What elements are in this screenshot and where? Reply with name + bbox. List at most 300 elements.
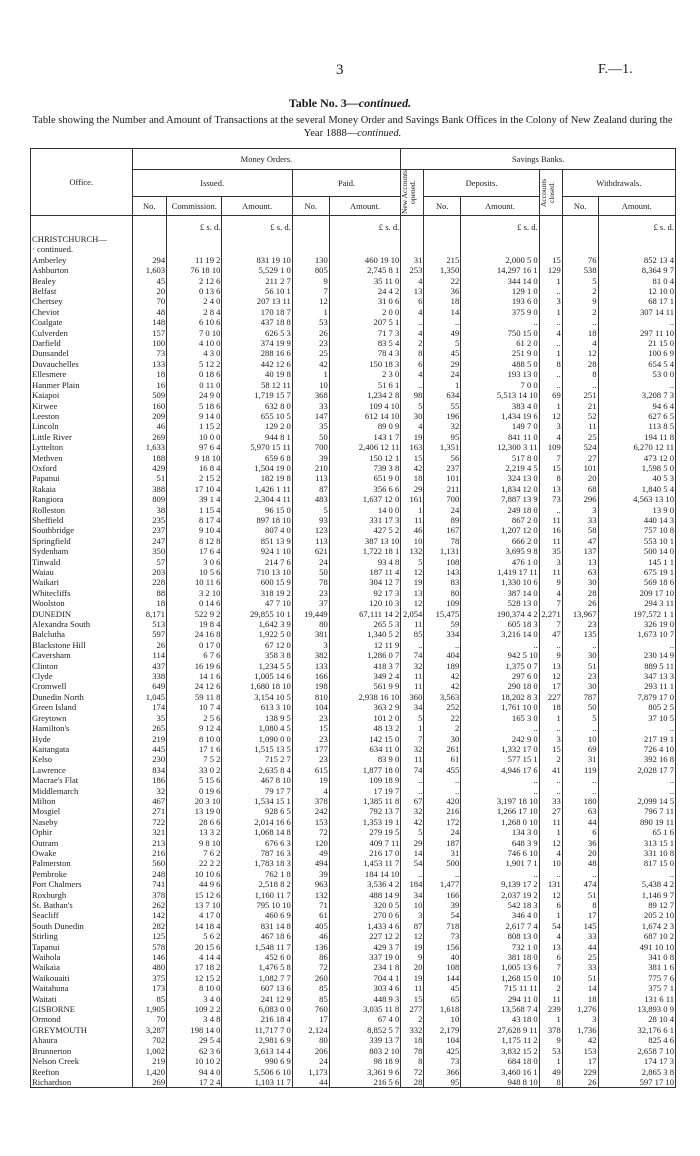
value-cell: 11 (539, 567, 562, 577)
value-cell: .. (539, 317, 562, 327)
value-cell: 24 (424, 369, 461, 379)
value-cell: 13 (401, 286, 424, 296)
value-cell: 392 16 8 (598, 754, 675, 764)
value-cell: 182 19 8 (222, 473, 292, 483)
value-cell: 214 7 6 (222, 557, 292, 567)
value-cell: 8,171 (132, 609, 167, 619)
value-cell: 97 6 4 (167, 442, 222, 452)
value-cell: 109 4 10 (329, 401, 401, 411)
table-row (31, 1056, 676, 1066)
value-cell: 190,374 4 2 (461, 609, 539, 619)
value-cell: 10 0 0 (167, 432, 222, 442)
value-cell: 59 11 8 (167, 692, 222, 702)
value-cell: 25 (562, 952, 598, 962)
value-cell: 1 (539, 307, 562, 317)
value-cell: 19,449 (292, 609, 329, 619)
table-row (31, 702, 676, 712)
value-cell: 98 18 9 (329, 1056, 401, 1066)
value-cell: 156 (424, 942, 461, 952)
value-cell: 6 (401, 296, 424, 306)
office-cell: St. Bathan's (31, 900, 133, 910)
office-cell: Palmerston (31, 858, 133, 868)
value-cell: 269 (132, 432, 167, 442)
value-cell: 6,083 0 0 (222, 1004, 292, 1014)
value-cell: 700 (424, 494, 461, 504)
value-cell: 2 15 2 (167, 473, 222, 483)
value-cell: 1 (539, 348, 562, 358)
value-cell: 290 18 0 (461, 681, 539, 691)
table-row (31, 723, 676, 733)
value-cell: 22 (424, 276, 461, 286)
value-cell: 13,967 (562, 609, 598, 619)
value-cell: 14 18 4 (167, 921, 222, 931)
value-cell: 6 7 6 (167, 650, 222, 660)
value-cell: 14 0 0 (329, 505, 401, 515)
value-cell: 24 4 2 (329, 286, 401, 296)
value-cell: 10 10 6 (167, 869, 222, 879)
table-row (31, 1014, 676, 1024)
value-cell: 52 (562, 411, 598, 421)
value-cell: 101 (562, 463, 598, 473)
value-cell: 9 14 0 (167, 411, 222, 421)
value-cell: 131 6 11 (598, 994, 675, 1004)
office-cell: Springfield (31, 536, 133, 546)
value-cell: 1 15 2 (167, 421, 222, 431)
value-cell: 136 (292, 942, 329, 952)
value-cell: 39 (424, 900, 461, 910)
value-cell: 10 (424, 1014, 461, 1024)
money-orders-header: Money Orders. (132, 149, 401, 170)
value-cell: 1,453 11 7 (329, 858, 401, 868)
value-cell: 39 (292, 869, 329, 879)
value-cell: 61 2 0 (461, 338, 539, 348)
value-cell: 8 17 4 (167, 515, 222, 525)
office-cell: DUNEDIN (31, 609, 133, 619)
table-row (31, 265, 676, 275)
value-cell: 209 (132, 411, 167, 421)
value-cell: 3 (539, 734, 562, 744)
value-cell: 184 (401, 879, 424, 889)
value-cell: 3,361 9 6 (329, 1067, 401, 1077)
value-cell: 148 (132, 317, 167, 327)
table-row (31, 796, 676, 806)
value-cell: 1,598 5 0 (598, 463, 675, 473)
value-cell: 209 17 10 (598, 588, 675, 598)
value-cell: 427 5 2 (329, 525, 401, 535)
table-row (31, 515, 676, 525)
value-cell: 5 (424, 338, 461, 348)
value-cell: 242 9 0 (461, 734, 539, 744)
value-cell: 3,216 14 0 (461, 629, 539, 639)
office-cell: Ashburton (31, 265, 133, 275)
value-cell: 1,350 (424, 265, 461, 275)
value-cell: 16 19 6 (167, 661, 222, 671)
office-cell: Tapanui (31, 942, 133, 952)
value-cell: 1,330 10 6 (461, 577, 539, 587)
office-cell: Amberley (31, 255, 133, 265)
withdrawals-no-header: No. (562, 197, 598, 216)
value-cell: 12 (401, 598, 424, 608)
value-cell: 23 (292, 338, 329, 348)
value-cell: 7 (401, 734, 424, 744)
value-cell: 18 (539, 702, 562, 712)
value-cell: 8 (401, 1056, 424, 1066)
value-cell: 634 11 0 (329, 744, 401, 754)
value-cell: 44 (562, 817, 598, 827)
value-cell: 1 (539, 276, 562, 286)
value-cell: 113 8 5 (598, 421, 675, 431)
office-cell: Waitati (31, 994, 133, 1004)
table-row (31, 994, 676, 1004)
value-cell: 24 16 8 (167, 629, 222, 639)
value-cell: 715 2 7 (222, 754, 292, 764)
value-cell: 1,090 0 0 (222, 734, 292, 744)
value-cell: 23 (562, 619, 598, 629)
table-row (31, 869, 676, 879)
value-cell: 294 (132, 255, 167, 265)
value-cell: 8 10 0 (167, 983, 222, 993)
value-cell: 203 (132, 567, 167, 577)
value-cell: 2,304 4 11 (222, 494, 292, 504)
value-cell: 626 5 3 (222, 328, 292, 338)
value-cell: 28 10 4 (598, 1014, 675, 1024)
value-cell: 3 (539, 296, 562, 306)
table-row (31, 577, 676, 587)
value-cell: 150 18 3 (329, 359, 401, 369)
table-row (31, 359, 676, 369)
accounts-closed-label: Accounts closed. (538, 178, 556, 207)
value-cell: 10 (292, 380, 329, 390)
value-cell: 722 (132, 817, 167, 827)
value-cell: 331 10 8 (598, 848, 675, 858)
office-cell: Reefton (31, 1067, 133, 1077)
value-cell: 193 13 0 (461, 369, 539, 379)
value-cell: 194 11 8 (598, 432, 675, 442)
value-cell: 9,139 17 2 (461, 879, 539, 889)
value-cell: .. (424, 786, 461, 796)
value-cell: 963 (292, 879, 329, 889)
value-cell: 460 19 10 (329, 255, 401, 265)
value-cell: 741 (132, 879, 167, 889)
value-cell: 166 (424, 890, 461, 900)
value-cell: 85 (401, 629, 424, 639)
value-cell: 4 (401, 369, 424, 379)
value-cell (329, 244, 401, 254)
value-cell: 1,005 13 6 (461, 962, 539, 972)
value-cell: 19 (401, 432, 424, 442)
value-cell: .. (539, 369, 562, 379)
value-cell: 6 (539, 900, 562, 910)
office-cell: Kirwee (31, 401, 133, 411)
value-cell: 378 (539, 1025, 562, 1035)
value-cell: 174 17 3 (598, 1056, 675, 1066)
caption-italic: continued. (357, 128, 402, 139)
value-cell: 3 2 10 (167, 588, 222, 598)
value-cell: 320 0 5 (329, 900, 401, 910)
value-cell: 36 (562, 838, 598, 848)
table-row (31, 661, 676, 671)
value-cell: 4,563 13 10 (598, 494, 675, 504)
value-cell (539, 234, 562, 244)
office-cell: Port Chalmers (31, 879, 133, 889)
value-cell: 805 2 5 (598, 702, 675, 712)
value-cell: 831 14 8 (222, 921, 292, 931)
value-cell: .. (461, 723, 539, 733)
table-row (31, 734, 676, 744)
office-cell: Waitahuna (31, 983, 133, 993)
paid-amount-header: Amount. (329, 197, 401, 216)
value-cell: 9 (401, 952, 424, 962)
table-row (31, 890, 676, 900)
value-cell: 166 (292, 671, 329, 681)
value-cell: 5 (292, 505, 329, 515)
value-cell: 607 13 6 (222, 983, 292, 993)
value-cell: 810 (292, 692, 329, 702)
unit-label: £ s. d. (461, 216, 539, 235)
value-cell: 217 19 1 (598, 734, 675, 744)
value-cell: 234 1 8 (329, 962, 401, 972)
value-cell: 1,268 15 0 (461, 973, 539, 983)
value-cell: 732 1 0 (461, 942, 539, 952)
value-cell: 2,617 7 4 (461, 921, 539, 931)
office-cell: Greytown (31, 713, 133, 723)
value-cell: 47 (539, 629, 562, 639)
value-cell: 1,068 14 8 (222, 827, 292, 837)
value-cell: 655 10 5 (222, 411, 292, 421)
office-cell: Leeston (31, 411, 133, 421)
value-cell: 7 (539, 619, 562, 629)
value-cell: 33 (292, 401, 329, 411)
value-cell (539, 244, 562, 254)
table-row (31, 234, 676, 244)
value-cell: 19 (401, 577, 424, 587)
value-cell: .. (598, 723, 675, 733)
value-cell: 796 7 11 (598, 806, 675, 816)
table-row (31, 1067, 676, 1077)
value-cell: 28 (562, 588, 598, 598)
value-cell: 8 (401, 348, 424, 358)
value-cell: 4 (401, 307, 424, 317)
office-cell: Oxford (31, 463, 133, 473)
value-cell: 198 (292, 681, 329, 691)
value-cell: 3,695 9 8 (461, 546, 539, 556)
value-cell: 14,297 16 1 (461, 265, 539, 275)
table-row (31, 942, 676, 952)
value-cell: 9 (562, 296, 598, 306)
value-cell: 0 13 6 (167, 286, 222, 296)
value-cell: 500 (424, 858, 461, 868)
value-cell: 803 2 10 (329, 1046, 401, 1056)
table-row (31, 401, 676, 411)
value-cell: 239 (539, 1004, 562, 1014)
value-cell: 474 (562, 879, 598, 889)
value-cell: 210 (292, 463, 329, 473)
value-cell: 288 16 6 (222, 348, 292, 358)
value-cell: 4 3 0 (167, 348, 222, 358)
value-cell: 2 12 6 (167, 276, 222, 286)
table-row (31, 952, 676, 962)
value-cell: 3 (562, 505, 598, 515)
value-cell: 4,946 17 6 (461, 765, 539, 775)
office-cell: Little River (31, 432, 133, 442)
value-cell: 4 (539, 588, 562, 598)
value-cell: 792 13 7 (329, 806, 401, 816)
value-cell: 297 11 10 (598, 328, 675, 338)
value-cell: 19 (401, 973, 424, 983)
value-cell: 63 (562, 567, 598, 577)
table-row (31, 1025, 676, 1035)
table-row (31, 962, 676, 972)
value-cell: 1,722 18 1 (329, 546, 401, 556)
value-cell: 13 19 0 (167, 806, 222, 816)
table-row (31, 921, 676, 931)
value-cell (222, 244, 292, 254)
value-cell: 296 (562, 494, 598, 504)
value-cell: 10 (562, 734, 598, 744)
value-cell: 2 5 6 (167, 713, 222, 723)
value-cell: 6 (539, 952, 562, 962)
value-cell: 269 (132, 1077, 167, 1088)
value-cell: 2,014 16 6 (222, 817, 292, 827)
table-row (31, 973, 676, 983)
value-cell: 1,420 (132, 1067, 167, 1077)
value-cell: 11 (401, 983, 424, 993)
table-row (31, 338, 676, 348)
value-cell: 33 0 2 (167, 765, 222, 775)
office-cell: Waikouaiti (31, 973, 133, 983)
value-cell: 948 8 10 (461, 1077, 539, 1088)
value-cell: 216 18 4 (222, 1014, 292, 1024)
value-cell (598, 234, 675, 244)
value-cell: 7 (539, 598, 562, 608)
value-cell: 2,179 (424, 1025, 461, 1035)
table-row (31, 786, 676, 796)
value-cell: 31 (424, 848, 461, 858)
value-cell: 230 14 9 (598, 650, 675, 660)
value-cell: 42 (562, 1035, 598, 1045)
value-cell: 597 (132, 629, 167, 639)
value-cell: 3 (562, 1014, 598, 1024)
table-row (31, 900, 676, 910)
value-cell: 9 12 4 (167, 723, 222, 733)
value-cell: 20 (562, 473, 598, 483)
value-cell: 13 3 2 (167, 827, 222, 837)
value-cell: 71 7 3 (329, 328, 401, 338)
value-cell: 1 (401, 505, 424, 515)
value-cell: .. (539, 786, 562, 796)
value-cell: 12 (292, 296, 329, 306)
value-cell: 5 18 6 (167, 401, 222, 411)
value-cell: 211 (424, 484, 461, 494)
office-cell: Clinton (31, 661, 133, 671)
value-cell: 230 (132, 754, 167, 764)
value-cell: 750 15 0 (461, 328, 539, 338)
value-cell: 11 (401, 671, 424, 681)
value-cell: 17 10 4 (167, 484, 222, 494)
value-cell: 50 (562, 702, 598, 712)
value-cell: .. (562, 640, 598, 650)
unit-label: £ s. d. (598, 216, 675, 235)
value-cell: 33 (562, 962, 598, 972)
value-cell: .. (461, 786, 539, 796)
value-cell: 425 (424, 1046, 461, 1056)
value-cell: 1,045 (132, 692, 167, 702)
value-cell: 10 10 2 (167, 1056, 222, 1066)
value-cell: 145 (562, 921, 598, 931)
office-cell: Seacliff (31, 910, 133, 920)
value-cell: 146 (132, 952, 167, 962)
value-cell: 12 (539, 838, 562, 848)
office-cell: Outram (31, 838, 133, 848)
value-cell: 613 3 10 (222, 702, 292, 712)
value-cell (461, 234, 539, 244)
value-cell (329, 234, 401, 244)
value-cell: 56 (424, 453, 461, 463)
value-cell: 265 (132, 723, 167, 733)
value-cell: 78 (424, 536, 461, 546)
value-cell: 131 (539, 879, 562, 889)
value-cell: 597 17 10 (598, 1077, 675, 1088)
office-cell: Macrae's Flat (31, 775, 133, 785)
value-cell: 12 (539, 890, 562, 900)
value-cell: 445 (132, 744, 167, 754)
value-cell: 5,506 6 10 (222, 1067, 292, 1077)
value-cell: 0 17 0 (167, 640, 222, 650)
value-cell: 13 7 10 (167, 900, 222, 910)
value-cell: 9 10 4 (167, 525, 222, 535)
value-cell: 757 10 8 (598, 525, 675, 535)
value-cell: 74 (401, 650, 424, 660)
office-cell: Dunedin North (31, 692, 133, 702)
value-cell: 24 12 6 (167, 681, 222, 691)
table-row (31, 536, 676, 546)
value-cell: 95 (424, 1077, 461, 1088)
value-cell: 8 (539, 359, 562, 369)
table-row (31, 442, 676, 452)
value-cell (424, 244, 461, 254)
table-row (31, 421, 676, 431)
value-cell: 704 4 1 (329, 973, 401, 983)
table-row (31, 463, 676, 473)
deposits-header: Deposits. (424, 170, 539, 197)
value-cell: 67 12 0 (222, 640, 292, 650)
value-cell: 252 (424, 702, 461, 712)
value-cell: 15 (539, 463, 562, 473)
value-cell: 135 (562, 629, 598, 639)
value-cell: 2,028 17 7 (598, 765, 675, 775)
value-cell: 32 (401, 744, 424, 754)
value-cell: 32 (401, 661, 424, 671)
value-cell: .. (401, 640, 424, 650)
value-cell: 85 (132, 994, 167, 1004)
value-cell: 528 13 0 (461, 598, 539, 608)
value-cell: 2 (401, 338, 424, 348)
value-cell: .. (401, 380, 424, 390)
value-cell: 81 0 4 (598, 276, 675, 286)
value-cell: .. (562, 786, 598, 796)
value-cell: 18 (401, 473, 424, 483)
value-cell: 1 (539, 827, 562, 837)
value-cell: 50 (292, 567, 329, 577)
value-cell: 188 (132, 453, 167, 463)
value-cell: 143 (424, 567, 461, 577)
value-cell: 569 18 6 (598, 577, 675, 587)
value-cell: 78 4 3 (329, 348, 401, 358)
issued-no-header: No. (132, 197, 167, 216)
value-cell: 18 (562, 994, 598, 1004)
value-cell: 161 (401, 494, 424, 504)
office-cell: Naseby (31, 817, 133, 827)
